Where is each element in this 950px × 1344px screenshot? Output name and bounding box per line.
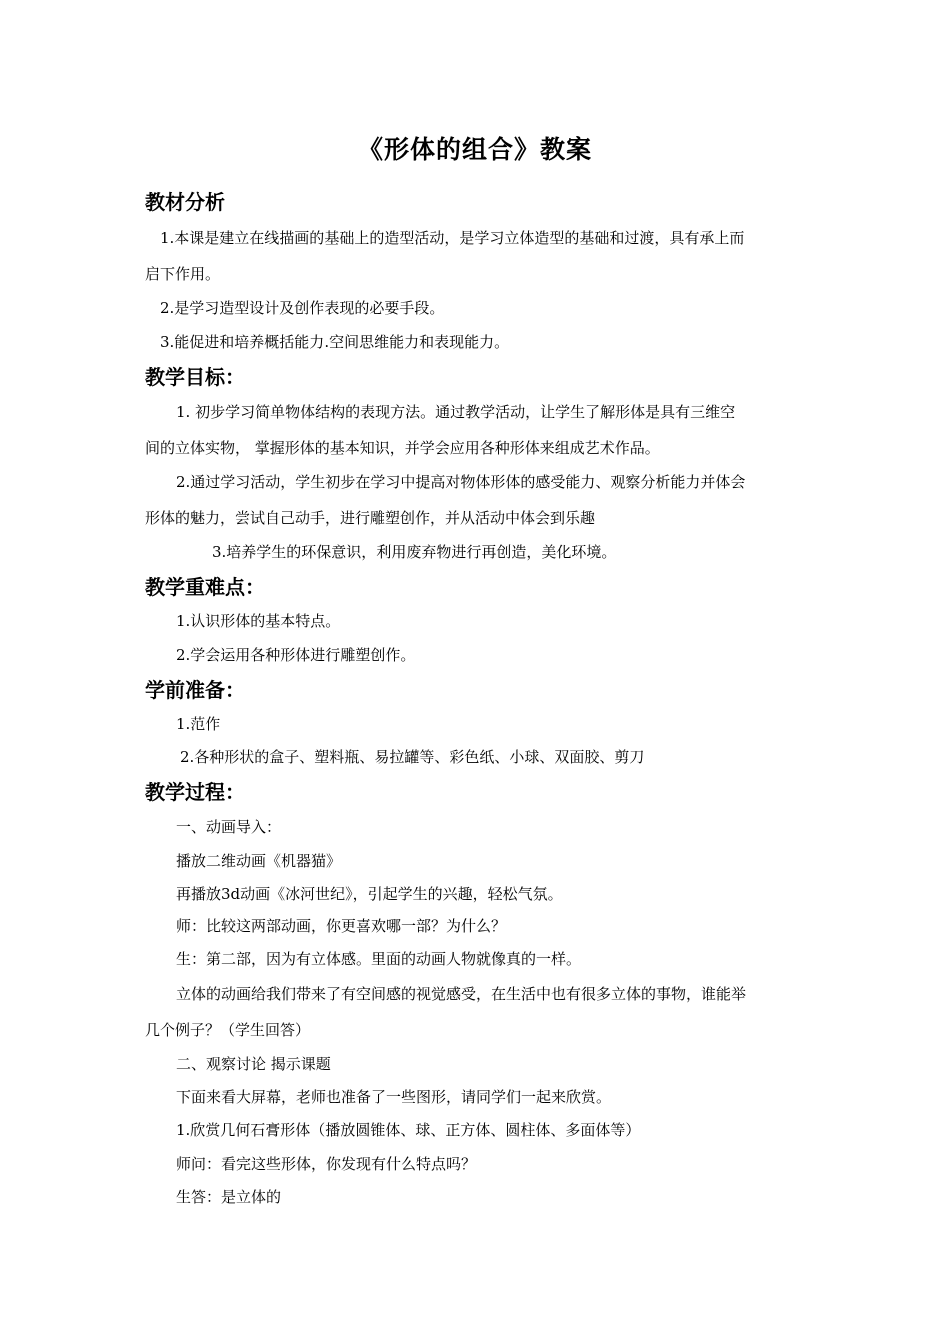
- analysis-line-2: 启下作用。: [145, 265, 221, 283]
- process-line-4: 师：比较这两部动画，你更喜欢哪一部？为什么？: [176, 917, 507, 935]
- process-line-10: 1.欣赏几何石膏形体（播放圆锥体、球、正方体、圆柱体、多面体等）: [176, 1121, 641, 1139]
- goals-line-5: 3.培养学生的环保意识，利用废弃物进行再创造，美化环境。: [212, 543, 617, 561]
- goals-line-3: 2.通过学习活动，学生初步在学习中提高对物体形体的感受能力、观察分析能力并体会: [176, 473, 746, 491]
- heading-goals: 教学目标：: [145, 365, 245, 389]
- process-line-3: 再播放3d动画《冰河世纪》，引起学生的兴趣，轻松气氛。: [176, 885, 563, 903]
- analysis-line-1: 1.本课是建立在线描画的基础上的造型活动，是学习立体造型的基础和过渡，具有承上而: [160, 229, 745, 247]
- goals-line-4: 形体的魅力，尝试自己动手，进行雕塑创作，并从活动中体会到乐趣: [145, 509, 596, 527]
- heading-process: 教学过程：: [145, 780, 245, 804]
- process-line-2: 播放二维动画《机器猫》: [176, 852, 342, 870]
- process-line-9: 下面来看大屏幕，老师也准备了一些图形，请同学们一起来欣赏。: [176, 1088, 612, 1106]
- process-line-1: 一、动画导入：: [176, 818, 282, 836]
- process-line-7: 几个例子？（学生回答）: [145, 1021, 311, 1039]
- heading-prep: 学前准备：: [145, 678, 245, 702]
- goals-line-1: 1. 初步学习简单物体结构的表现方法。通过教学活动，让学生了解形体是具有三维空: [176, 403, 736, 421]
- process-line-11: 师问：看完这些形体，你发现有什么特点吗？: [176, 1155, 477, 1173]
- process-line-6: 立体的动画给我们带来了有空间感的视觉感受，在生活中也有很多立体的事物，谁能举: [176, 985, 747, 1003]
- process-line-5: 生：第二部，因为有立体感。里面的动画人物就像真的一样。: [176, 950, 582, 968]
- process-line-8: 二、观察讨论 揭示课题: [176, 1055, 331, 1073]
- heading-keypoints: 教学重难点：: [145, 575, 265, 599]
- prep-line-1: 1.范作: [176, 715, 221, 733]
- keypoints-line-2: 2.学会运用各种形体进行雕塑创作。: [176, 646, 416, 664]
- analysis-line-3: 2.是学习造型设计及创作表现的必要手段。: [160, 299, 445, 317]
- analysis-line-4: 3.能促进和培养概括能力.空间思维能力和表现能力。: [160, 333, 510, 351]
- process-line-12: 生答：是立体的: [176, 1188, 282, 1206]
- heading-analysis: 教材分析: [145, 190, 225, 214]
- keypoints-line-1: 1.认识形体的基本特点。: [176, 612, 341, 630]
- goals-line-2: 间的立体实物， 掌握形体的基本知识，并学会应用各种形体来组成艺术作品。: [145, 439, 660, 457]
- prep-line-2: 2.各种形状的盒子、塑料瓶、易拉罐等、彩色纸、小球、双面胶、剪刀: [180, 748, 645, 766]
- document-title: 《形体的组合》教案: [357, 135, 592, 164]
